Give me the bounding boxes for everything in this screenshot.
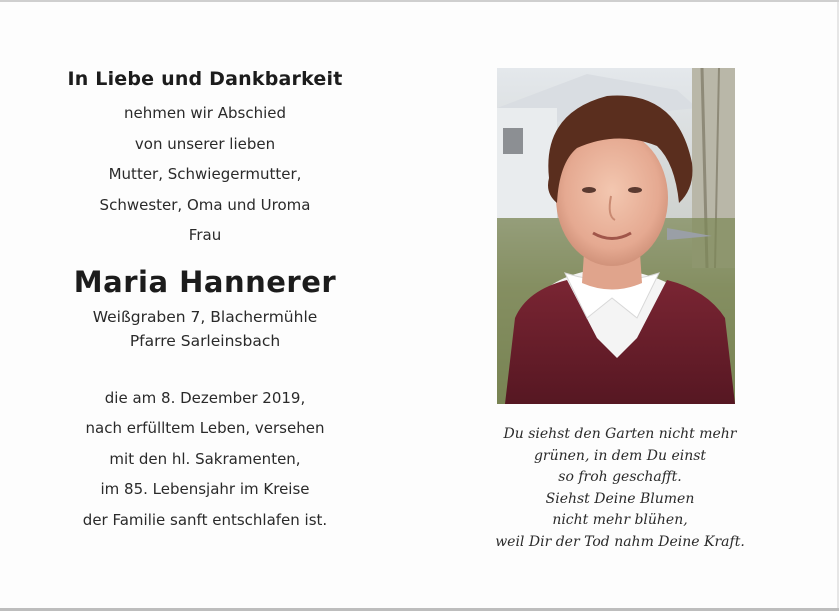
closing-line: mit den hl. Sakramenten, bbox=[109, 449, 301, 468]
poem bbox=[470, 424, 770, 553]
poem-line: Siehst Deine Blumen bbox=[545, 490, 695, 507]
intro-line: nehmen wir Abschied bbox=[124, 104, 286, 122]
address-line: Pfarre Sarleinsbach bbox=[129, 331, 281, 350]
intro-line: Schwester, Oma und Uroma bbox=[99, 195, 311, 214]
intro-line: von unserer lieben bbox=[134, 134, 276, 153]
intro-line: Frau bbox=[188, 226, 222, 244]
poem-line: nicht mehr blühen, bbox=[552, 512, 688, 528]
poem-line: weil Dir der Tod nahm Deine Kraft. bbox=[495, 533, 745, 550]
poem-line: Du siehst den Garten nicht mehr bbox=[503, 426, 737, 442]
poem-line: so froh geschafft. bbox=[558, 469, 682, 485]
closing-line: der Familie sanft entschlafen ist. bbox=[82, 510, 328, 529]
deceased-name: Maria Hannerer bbox=[73, 264, 337, 299]
spacer bbox=[40, 353, 370, 383]
closing-line: die am 8. Dezember 2019, bbox=[104, 388, 306, 407]
text-column bbox=[40, 68, 370, 535]
portrait-photo bbox=[497, 68, 735, 404]
heading: In Liebe und Dankbarkeit bbox=[67, 68, 343, 90]
address-line: Weißgraben 7, Blachermühle bbox=[92, 307, 318, 326]
intro-line: Mutter, Schwiegermutter, bbox=[108, 165, 302, 183]
closing-line: nach erfülltem Leben, versehen bbox=[85, 419, 325, 437]
portrait-illustration bbox=[497, 68, 735, 404]
poem-line: grünen, in dem Du einst bbox=[533, 447, 707, 464]
closing-line: im 85. Lebensjahr im Kreise bbox=[100, 480, 310, 498]
